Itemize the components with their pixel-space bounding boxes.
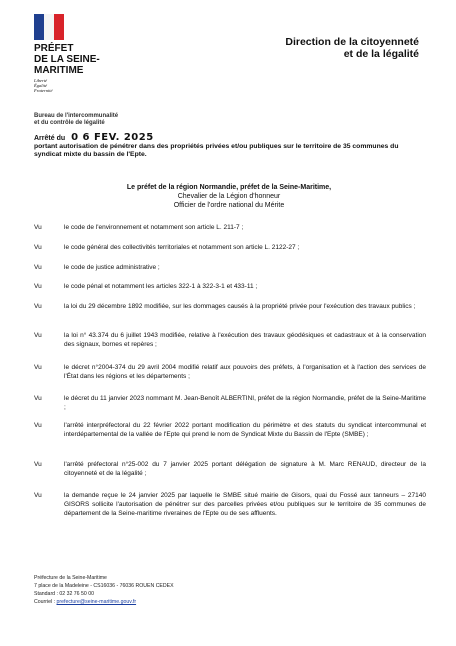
republic-motto: Liberté Égalité Fraternité [34, 78, 53, 93]
arrete-heading [34, 132, 154, 143]
authority-block: Le préfet de la région Normandie, préfet de la Seine-Maritime, Chevalier de la Légion d'honneur Officier de l'ordre national du Mérite [126, 184, 332, 209]
footer-email-line: Courriel : prefecture@seine-maritime.gouv.fr [34, 599, 137, 605]
direction-title: Direction de la citoyenneté et de la légalité [285, 36, 419, 60]
email-link[interactable]: prefecture@seine-maritime.gouv.fr [56, 599, 137, 605]
marianne-flag-logo [34, 14, 64, 40]
bureau-name: Bureau de l'intercommunalité et du contrôle de légalité [34, 113, 119, 126]
arrete-date-stamp: 0 6 FEV. 2025 [71, 132, 154, 143]
arrete-object: portant autorisation de pénétrer dans des propriétés privées et/ou publiques sur le territoire de 35 communes du syndicat mixte du bassin de l'Epte. [34, 143, 399, 158]
document-page: PRÉFET DE LA SEINE- MARITIME Liberté Égalité Fraternité Direction de la citoyenneté et de la légalité Bureau de l'intercommunalité et du contrôle de légalité Arrêté du 0 6 FEV. 2025 portant autorisation de pénétrer dans des propriétés privées et/ou publiques sur le territoire de 35 communes du syndicat mixte du bassin de l'Epte. Le préfet de la région Normandie, préfet de la Seine-Maritime, Chevalier de la Légion d'honneur Officier de l'ordre national du Mérite Vu le code de l'environnement et notamment son article L. 211-7 ; Vu le code général des collectivités territoriales et notamment son article L. 2122-27 ; Vu le code de justice administrative ; Vu le code pénal et notamment les articles 322-1 à 322-3-1 et 433-11 ; Vu la loi du 29 décembre 1892 modifiée, sur les dommages causés à la propriété privée pour l'exécution des travaux publics ; Vu la loi n° 43.374 du 6 juillet 1943 modifiée, relative à l'exécution des travaux géodésiques et cadastraux et à la conservation des signaux, bornes et repères ; Vu le décret n°2004-374 du 29 avril 2004 modifié relatif aux pouvoirs des préfets, à l'organisation et à l'action des services de l'État dans les régions et les départements ; Vu le décret du 11 janvier 2023 nommant M. Jean-Benoît ALBERTINI, préfet de la région Normandie, préfet de la Seine-Maritime ; Vu l'arrêté interpréfectoral du 22 février 2022 portant modification du périmètre et des statuts du syndicat intercommunal et interdépartemental de la vallée de l'Epte qui prend le nom de Syndicat Mixte du Bassin de l'Epte (SMBE) ; Vu l'arrêté préfectoral n°25-002 du 7 janvier 2025 portant délégation de signature à M. Marc RENAUD, directeur de la citoyenneté et de la légalité ; Vu la demande reçue le 24 janvier 2025 par laquelle le SMBE situé mairie de Gisors, quai du Fossé aux tanneurs – 27140 GISORS sollicite l'autorisation de pénétrer sur des parcelles privées et/ou publiques sur le territoire de 35 communes de département de la Seine-maritime riveraines de l'Epte ou de ses affluents. Préfecture de la Seine-Maritime 7 place de la Madeleine - CS16036 - 76036 ROUEN CEDEX Standard : 02 32 76 50 00 Courriel : prefecture@seine-maritime.gouv.fr [0, 0, 456, 646]
prefecture-name: PRÉFET DE LA SEINE- MARITIME [34, 43, 100, 76]
arrete-label: Arrêté du [34, 135, 66, 142]
footer-address: Préfecture de la Seine-Maritime 7 place de la Madeleine - CS16036 - 76036 ROUEN CEDEX Standard : 02 32 76 50 00 Courriel : prefecture@seine-maritime.gouv.fr [34, 575, 174, 605]
